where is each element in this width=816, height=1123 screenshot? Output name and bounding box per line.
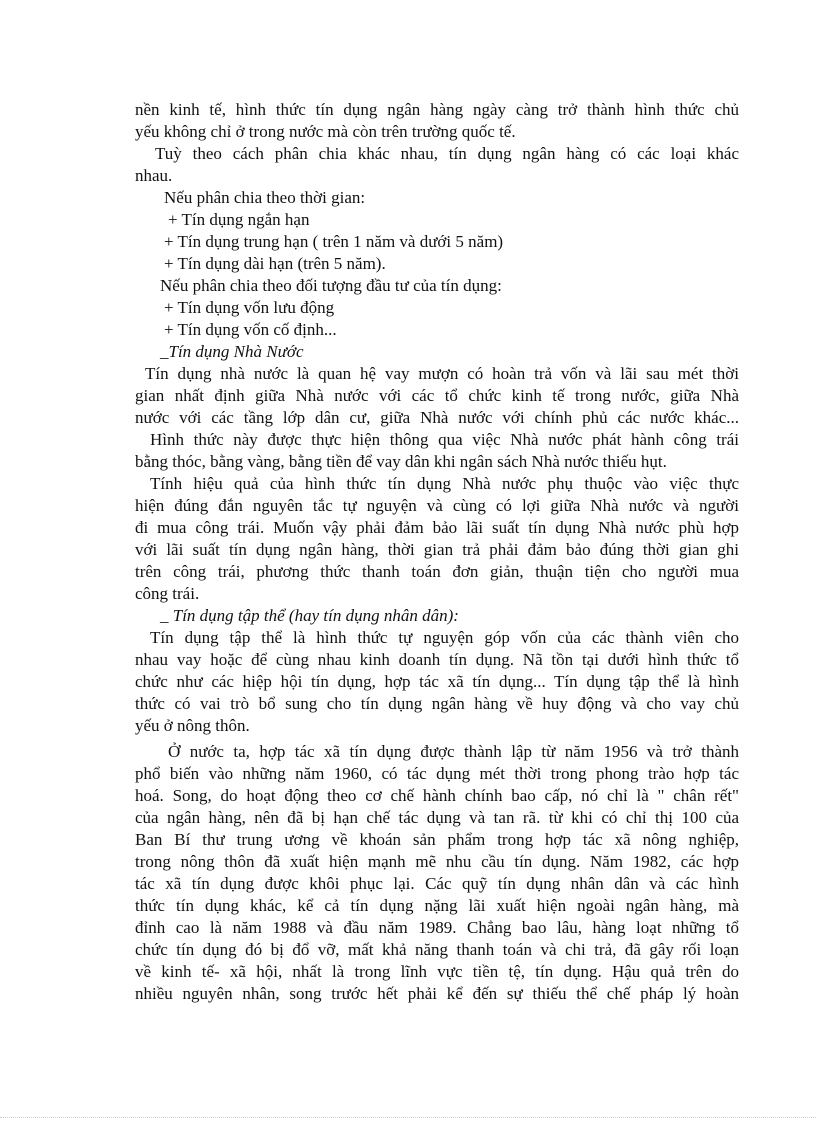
- section-heading: _Tín dụng Nhà Nước: [160, 342, 304, 361]
- text-line: tác xã tín dụng được khôi phục lại. Các quỹ tín dụng nhân dân và các hình: [135, 874, 739, 893]
- text-line: chức như các hiệp hội tín dụng, hợp tác xã tín dụng... Tín dụng tập thể là hình: [135, 672, 739, 691]
- text-line: nhiều nguyên nhân, song trước hết phải kể đến sự thiếu thể chế pháp lý hoàn: [135, 984, 739, 1003]
- text-line: Nếu phân chia theo đối tượng đầu tư của tín dụng:: [160, 276, 502, 295]
- text-line: trong nông thôn đã xuất hiện mạnh mẽ nhu cầu tín dụng. Năm 1982, các hợp: [135, 852, 739, 871]
- text-line: thức có vai trò bổ sung cho tín dụng ngân hàng về huy động và cho vay chủ: [135, 694, 739, 713]
- text-line: Nếu phân chia theo thời gian:: [164, 188, 366, 207]
- text-line: Tính hiệu quả của hình thức tín dụng Nhà nước phụ thuộc vào việc thực: [150, 474, 739, 493]
- text-line: yếu không chỉ ở trong nước mà còn trên trường quốc tế.: [135, 122, 516, 141]
- text-line: nước với các tầng lớp dân cư, giữa Nhà nước với chính phủ các nước khác...: [135, 408, 739, 427]
- text-line: của ngân hàng, nên đã bị hạn chế tác dụng và tan rã. từ khi có chỉ thị 100 của: [135, 808, 739, 827]
- text-line: nhau vay hoặc để cùng nhau kinh doanh tín dụng. Nã tồn tại dưới hình thức tổ: [135, 650, 739, 669]
- text-line: Ở nước ta, hợp tác xã tín dụng được thành lập từ năm 1956 và trở thành: [168, 742, 739, 761]
- list-item: + Tín dụng vốn cố định...: [164, 320, 337, 339]
- list-item: + Tín dụng vốn lưu động: [164, 298, 335, 317]
- text-line: bằng thóc, bằng vàng, bằng tiền để vay dân khi ngân sách Nhà nước thiếu hụt.: [135, 452, 667, 471]
- section-heading: _ Tín dụng tập thể (hay tín dụng nhân dân):: [160, 606, 459, 625]
- text-line: Ban Bí thư trung ương về khoán sản phẩm trong hợp tác xã nông nghiệp,: [135, 830, 739, 849]
- text-line: nhau.: [135, 166, 173, 185]
- text-line: chức tín dụng đó bị đổ vỡ, mất khả năng thanh toán và chi trả, đã gây rối loạn: [135, 940, 739, 959]
- text-line: Tín dụng nhà nước là quan hệ vay mượn có hoàn trả vốn và lãi sau mét thời: [145, 364, 739, 383]
- text-line: Tín dụng tập thể là hình thức tự nguyện góp vốn của các thành viên cho: [150, 628, 739, 647]
- list-item: + Tín dụng trung hạn ( trên 1 năm và dưới 5 năm): [164, 232, 504, 251]
- page-bottom-divider: [0, 1117, 816, 1118]
- text-line: phổ biến vào những năm 1960, có tác dụng mét thời trong phong trào hợp tác: [135, 764, 739, 783]
- text-line: hiện đúng đắn nguyên tắc tự nguyện và cùng có lợi giữa Nhà nước và người: [135, 496, 739, 515]
- text-line: thức tín dụng khác, kể cả tín dụng nặng lãi xuất hiện ngoài ngân hàng, mà: [135, 896, 739, 915]
- text-line: trên công trái, phương thức thanh toán đơn giản, thuận tiện cho người mua: [135, 562, 739, 581]
- text-line: Tuỳ theo cách phân chia khác nhau, tín dụng ngân hàng có các loại khác: [155, 144, 739, 163]
- text-line: nền kinh tế, hình thức tín dụng ngân hàng ngày càng trở thành hình thức chủ: [135, 100, 739, 119]
- text-line: hoá. Song, do hoạt động theo cơ chế hành chính bao cấp, nó chỉ là " chân rết": [135, 786, 739, 805]
- text-line: Hình thức này được thực hiện thông qua việc Nhà nước phát hành công trái: [150, 430, 739, 449]
- text-line: đi mua công trái. Muốn vậy phải đảm bảo lãi suất tín dụng Nhà nước phù hợp: [135, 518, 739, 537]
- text-line: về kinh tế- xã hội, nhất là trong lĩnh vực tiền tệ, tín dụng. Hậu quả trên do: [135, 962, 739, 981]
- text-line: yếu ở nông thôn.: [135, 716, 250, 735]
- list-item: + Tín dụng dài hạn (trên 5 năm).: [164, 254, 386, 273]
- text-line: với lãi suất tín dụng ngân hàng, thời gian trả phải đảm bảo đúng thời gian ghi: [135, 540, 739, 559]
- list-item: + Tín dụng ngắn hạn: [168, 210, 310, 229]
- text-line: gian nhất định giữa Nhà nước với các tổ chức kinh tế trong nước, giữa Nhà: [135, 386, 739, 405]
- text-line: công trái.: [135, 584, 200, 603]
- text-line: đỉnh cao là năm 1988 và đầu năm 1989. Chẳng bao lâu, hàng loạt những tổ: [135, 918, 739, 937]
